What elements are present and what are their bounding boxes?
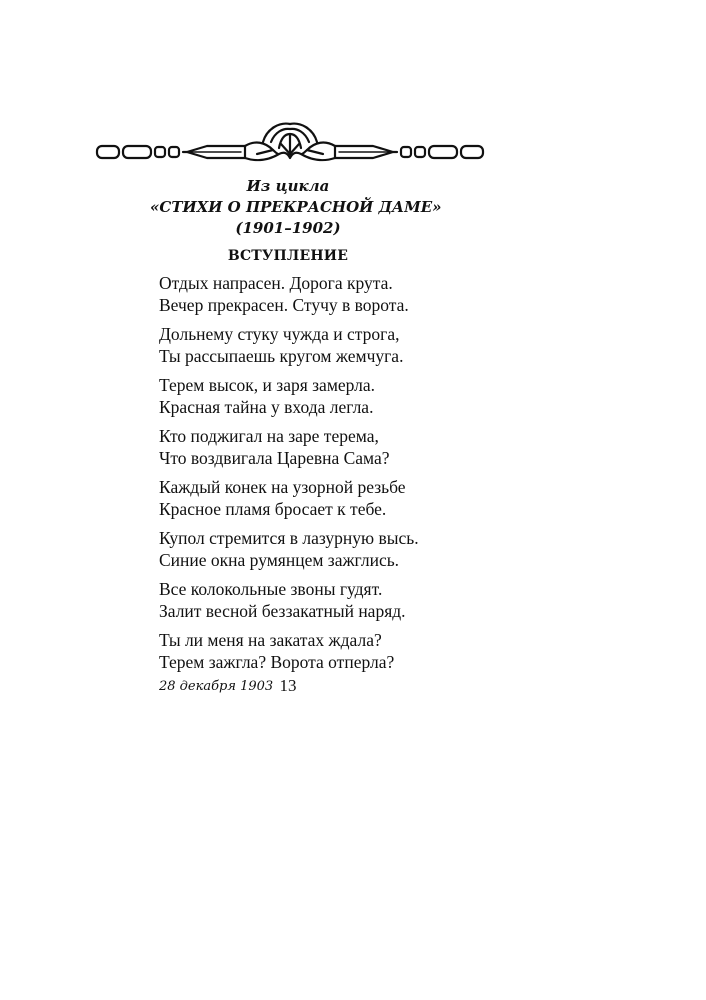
poem-line: Залит весной беззакатный наряд. bbox=[159, 601, 406, 621]
poem-line: Красное пламя бросает к тебе. bbox=[159, 499, 387, 519]
stanza bbox=[159, 323, 479, 367]
stanza bbox=[159, 527, 479, 571]
cycle-heading-line-1: Из цикла bbox=[246, 177, 330, 195]
poem-line: Каждый конек на узорной резьбе bbox=[159, 477, 406, 497]
poem-line: Синие окна румянцем зажглись. bbox=[159, 550, 400, 570]
poem-line: Терем зажгла? Ворота отперла? bbox=[159, 652, 395, 672]
poem-line: Терем высок, и заря замерла. bbox=[159, 375, 376, 395]
stanza bbox=[159, 272, 479, 316]
poem-date: 28 декабря 1903 bbox=[159, 679, 274, 694]
poem-line: Красная тайна у входа легла. bbox=[159, 397, 374, 417]
poem-title: ВСТУПЛЕНИЕ bbox=[227, 248, 349, 264]
art-nouveau-ornament-icon bbox=[95, 120, 485, 170]
poem-line: Кто поджигал на заре терема, bbox=[159, 426, 379, 446]
poem-line: Дольнему стуку чужда и строга, bbox=[159, 324, 400, 344]
stanza bbox=[159, 578, 479, 622]
poem-line: Все колокольные звоны гудят. bbox=[159, 579, 383, 599]
cycle-heading-line-3: (1901–1902) bbox=[235, 219, 341, 237]
poem-line: Вечер прекрасен. Стучу в ворота. bbox=[159, 295, 409, 315]
cycle-heading-line-2: «СТИХИ О ПРЕКРАСНОЙ ДАМЕ» bbox=[150, 198, 442, 216]
poem-line: Ты рассыпаешь кругом жемчуга. bbox=[159, 346, 404, 366]
stanza bbox=[159, 374, 479, 418]
poem-body bbox=[159, 272, 479, 696]
stanza bbox=[159, 425, 479, 469]
page-number: 13 bbox=[279, 676, 297, 695]
poem-line: Купол стремится в лазурную высь. bbox=[159, 528, 419, 548]
cycle-heading bbox=[150, 176, 442, 239]
poem-line: Ты ли меня на закатах ждала? bbox=[159, 630, 382, 650]
stanza bbox=[159, 629, 479, 673]
poem-line: Отдых напрасен. Дорога крута. bbox=[159, 273, 393, 293]
poem-line: Что воздвигала Царевна Сама? bbox=[159, 448, 390, 468]
stanza bbox=[159, 476, 479, 520]
